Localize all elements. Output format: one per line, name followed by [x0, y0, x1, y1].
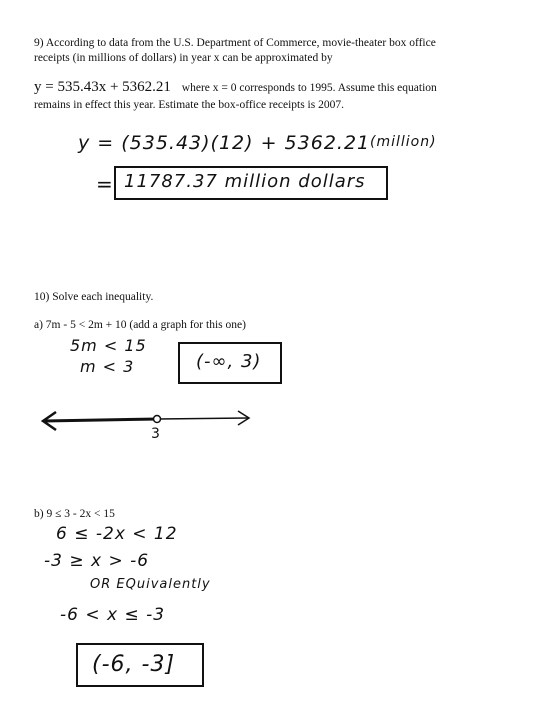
part-a-answer: (-∞, 3) — [196, 351, 262, 372]
part-b-answer: (-6, -3] — [92, 652, 176, 677]
problem-9-equation-line — [34, 80, 437, 95]
problem-9-prompt-line-2: receipts (in millions of dollars) in year x can be approximated by — [34, 52, 333, 64]
open-circle-3 — [154, 416, 161, 423]
part-b-step-1: 6 ≤ -2x < 12 — [56, 524, 178, 544]
problem-9-work: y = (535.43)(12) + 5362.21 — [78, 132, 371, 154]
part-b-prompt: b) 9 ≤ 3 - 2x < 15 — [34, 508, 115, 520]
problem-9-units: (million) — [370, 134, 437, 150]
part-a-prompt: a) 7m - 5 < 2m + 10 (add a graph for this one) — [34, 319, 246, 331]
problem-9-equation-note: where x = 0 corresponds to 1995. Assume this equation — [181, 82, 437, 94]
problem-9-prompt-line-4: remains in effect this year. Estimate the box-office receipts is 2007. — [34, 99, 344, 111]
problem-9-equals: = — [96, 172, 114, 196]
number-line-axis — [158, 418, 248, 419]
part-b-step-2: -3 ≥ x > -6 — [44, 551, 150, 571]
part-a-number-line — [0, 400, 537, 460]
part-b-answer-box — [76, 643, 204, 687]
part-a-step-2: m < 3 — [80, 357, 135, 376]
part-a-answer-box — [178, 342, 282, 384]
problem-9-answer: 11787.37 million dollars — [124, 171, 366, 192]
problem-9-equation: y = 535.43x + 5362.21 — [34, 79, 171, 95]
part-a-step-1: 5m < 15 — [70, 336, 147, 355]
part-b-step-3: OR EQuivalently — [90, 577, 211, 592]
problem-10-title: 10) Solve each inequality. — [34, 291, 154, 303]
graph-label-3: 3 — [151, 426, 161, 442]
problem-9-prompt-line-1: 9) According to data from the U.S. Department of Commerce, movie-theater box office — [34, 37, 436, 49]
problem-9-answer-box — [114, 166, 388, 200]
part-b-step-4: -6 < x ≤ -3 — [60, 605, 166, 625]
solution-ray — [44, 419, 158, 421]
